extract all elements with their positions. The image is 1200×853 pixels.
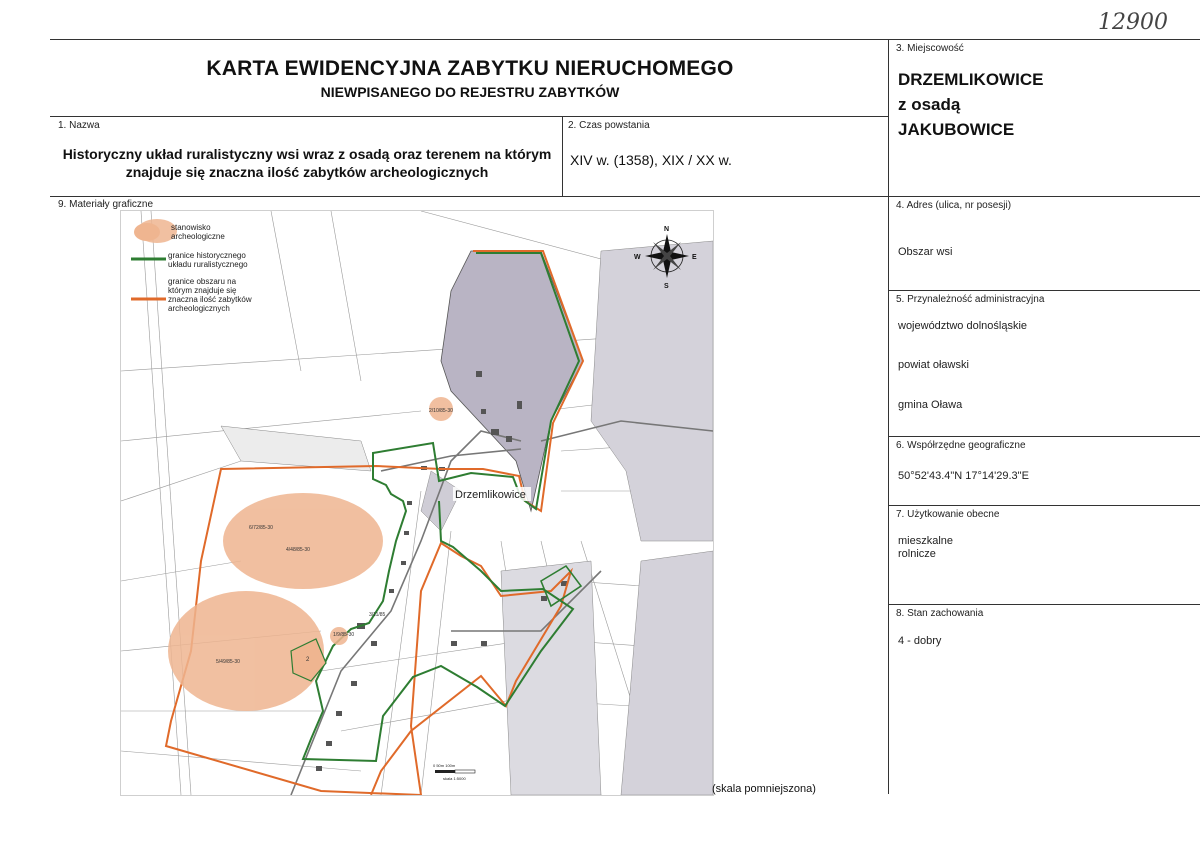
miejscowosc-line-1: DRZEMLIKOWICE — [898, 70, 1044, 89]
legend-site-swatch — [134, 223, 160, 241]
document-title: KARTA EWIDENCYJNA ZABYTKU NIERUCHOMEGO — [206, 57, 734, 80]
wspolrzedne-value: 50°52'43.4"N 17°14'29.3"E — [898, 470, 1029, 482]
left-column-divider — [562, 116, 563, 196]
materialy-label: 9. Materiały graficzne — [58, 199, 154, 210]
top-border — [50, 39, 1200, 40]
document-subtitle: NIEWPISANEGO DO REJESTRU ZABYTKÓW — [320, 84, 620, 100]
right-divider-6 — [888, 436, 1200, 437]
powiat-value: powiat oławski — [898, 359, 969, 371]
compass-n: N — [664, 226, 670, 233]
uzytkowanie-label: 7. Użytkowanie obecne — [896, 509, 1000, 520]
compass-s: S — [664, 283, 669, 290]
site-label-2: 4/48/85-30 — [286, 547, 310, 553]
nazwa-label: 1. Nazwa — [58, 120, 100, 131]
site-label-1: 6/72/85-30 — [249, 525, 273, 531]
row-divider-1 — [50, 116, 888, 117]
site-label-4: 2/10/85-30 — [429, 408, 453, 414]
site-label-3: 5/49/85-30 — [216, 659, 240, 665]
village-label: Drzemlikowice — [455, 489, 526, 501]
right-column-divider — [888, 39, 889, 794]
site-label-6: 1/9/85-30 — [333, 632, 355, 638]
nazwa-value: Historyczny układ ruralistyczny wsi wraz z osadą oraz terenem na którym znajduje się znaczna ilość zabytków archeologicznych — [62, 146, 552, 180]
legend-orange-line-2: którym znajduje się — [168, 286, 237, 295]
czas-value: XIV w. (1358), XIX / XX w. — [570, 152, 732, 168]
wspolrzedne-label: 6. Współrzędne geograficzne — [896, 440, 1026, 451]
legend-orange-line-4: archeologicznych — [168, 304, 230, 313]
gmina-value: gmina Oława — [898, 399, 963, 411]
adres-value: Obszar wsi — [898, 246, 953, 258]
handwritten-number: 12900 — [1098, 10, 1168, 35]
site-label-7: 2 — [306, 657, 310, 663]
scale-text-1: 0 50m 100m — [433, 763, 456, 768]
scale-note: (skala pomniejszona) — [712, 783, 816, 795]
legend-green-line-2: układu ruralistycznego — [168, 260, 248, 269]
miejscowosc-label: 3. Miejscowość — [896, 43, 964, 54]
miejscowosc-line-2: z osadą — [898, 95, 961, 114]
site-label-5: 3/11/85 — [369, 612, 386, 618]
legend-orange-line-3: znaczna ilość zabytków — [168, 295, 252, 304]
stan-value: 4 - dobry — [898, 635, 942, 647]
legend-site-line-2: archeologiczne — [171, 232, 225, 241]
right-divider-5 — [888, 290, 1200, 291]
right-divider-7 — [888, 505, 1200, 506]
przynaleznosc-label: 5. Przynależność administracyjna — [896, 294, 1045, 305]
legend-green-line-1: granice historycznego — [168, 251, 246, 260]
compass-e: E — [692, 254, 697, 261]
legend-orange-line-1: granice obszaru na — [168, 277, 237, 286]
miejscowosc-value — [898, 67, 1043, 142]
right-divider-8 — [888, 604, 1200, 605]
scale-text-2: skala 1:5000 — [443, 776, 466, 781]
site-map — [120, 210, 714, 796]
stan-label: 8. Stan zachowania — [896, 608, 984, 619]
uzytkowanie-value-2: rolnicze — [898, 548, 936, 560]
compass-w: W — [634, 254, 641, 261]
adres-label: 4. Adres (ulica, nr posesji) — [896, 200, 1012, 211]
miejscowosc-line-3: JAKUBOWICE — [898, 120, 1015, 139]
uzytkowanie-value-1: mieszkalne — [898, 535, 954, 547]
czas-label: 2. Czas powstania — [568, 120, 650, 131]
wojewodztwo-value: województwo dolnośląskie — [898, 320, 1028, 332]
row-divider-2 — [50, 196, 1200, 197]
legend-site-line-1: stanowisko — [171, 223, 211, 232]
